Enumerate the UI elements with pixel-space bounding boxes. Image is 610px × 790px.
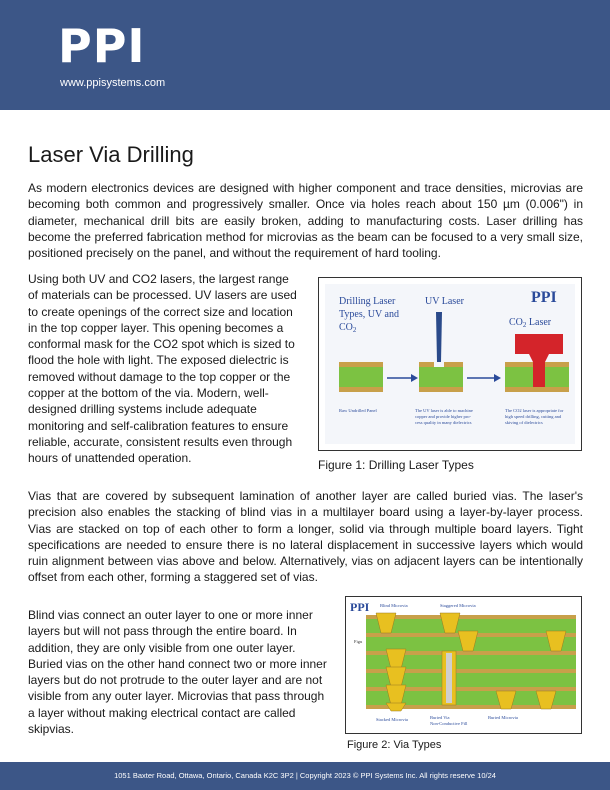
ppi-logo: PPI <box>58 19 146 73</box>
drilling-laser-diagram <box>319 278 581 450</box>
figure-drilling-laser-types <box>318 277 582 451</box>
uv-panel-bottom-copper <box>419 387 463 392</box>
fig1-ppi-logo: PPI <box>531 289 557 306</box>
page-title: Laser Via Drilling <box>28 142 194 167</box>
fig1-heading-line-2: Types, UV and <box>339 309 399 320</box>
panel-2-caption-1: The UV laser is able to machine <box>415 408 473 413</box>
co2-laser-suffix: Laser <box>526 317 552 328</box>
figure-2-caption: Figure 2: Via Types <box>347 739 442 751</box>
co2-panel-bottom-copper <box>505 387 569 392</box>
non-conductive-fill <box>446 653 452 703</box>
co2-beam-in-hole <box>533 362 545 387</box>
panel-3-caption-3: skiving of dielectrics <box>505 420 543 425</box>
panel-3-caption-1: The CO2 laser is appropriate for <box>505 408 564 413</box>
blind-microvia-label: Blind Microvia <box>380 603 408 608</box>
panel-1-caption: Raw Undrilled Panel <box>339 408 377 413</box>
raw-panel <box>339 362 383 392</box>
fig1-heading-line-1: Drilling Laser <box>339 296 396 307</box>
side-label: Figu <box>354 639 363 644</box>
uv-panel-top-copper-left <box>419 362 434 367</box>
panel-2-caption-2: copper and provide higher pro- <box>415 414 471 419</box>
blind-vias-paragraph: Blind vias connect an outer layer to one or more inner layers but will not pass through the entire board. In addition, they are only visible from one outer layer. Buried vias on the other hand connect two or more inner layers but do not protrude to the outer layer and are not visible from any outer layer. Microvias that pass through a layer without making electrical contact are called skipvias. <box>28 608 327 737</box>
raw-panel-dielectric <box>339 367 383 387</box>
laser-types-paragraph: Using both UV and CO2 lasers, the largest range of materials can be processed. UV lasers are used to create openings of the correct size and location in the top copper layer. This opening becomes a conformal mask for the CO2 spot which is sized to flood the hole with light. The exposed dielectric is removed without damage to the top copper or the copper at the bottom of the via. Modern, well-designed drilling systems include adequate monitoring and self-calibration features to ensure reliable, accurate, consistent results even through hours of unattended operation. <box>28 272 297 466</box>
fig1-heading-co: CO <box>339 322 353 333</box>
co2-panel-top-copper-right <box>545 362 569 367</box>
stacked-microvia-base <box>386 703 406 711</box>
staggered-microvia-label: Staggered Microvia <box>440 603 476 608</box>
buried-via-label: Buried Via <box>430 715 450 720</box>
co2-laser-label <box>509 317 552 329</box>
co2-panel-top-copper-left <box>505 362 533 367</box>
via-types-diagram <box>346 597 581 733</box>
panel-3-caption-2: high speed drilling, cutting and <box>505 414 562 419</box>
raw-panel-bottom-copper <box>339 387 383 392</box>
stacked-microvia-label: Stacked Microvia <box>376 717 408 722</box>
buried-microvia-label: Buried Microvia <box>488 715 518 720</box>
figure-1-caption: Figure 1: Drilling Laser Types <box>318 458 474 472</box>
website-url[interactable]: www.ppisystems.com <box>60 77 166 89</box>
buried-vias-paragraph: Vias that are covered by subsequent lamination of another layer are called buried vias. The laser's precision also enables the stacking of blind vias in a multilayer board using a layer-by-layer process. Vias are stacked on top of each other to form a longer, solid via through multiple board layers. Tight specifications are needed to ensure there is no lateral displacement in successive layers which would ruin alignment between vias above and below. Alternatively, vias on adjacent layers can be intentionally offset from each other, forming a staggered set of vias. <box>28 489 583 585</box>
fig2-ppi-logo: PPI <box>350 600 370 614</box>
fig1-heading-sub: 2 <box>352 326 357 334</box>
uv-laser-label: UV Laser <box>425 296 464 307</box>
raw-panel-top-copper <box>339 362 383 367</box>
page-footer: 1051 Baxter Road, Ottawa, Ontario, Canada K2C 3P2 | Copyright 2023 © PPI Systems Inc. All rights reserve 10/24 <box>0 762 610 790</box>
uv-beam <box>436 312 442 362</box>
page-header <box>0 0 610 110</box>
co2-laser-sub: 2 <box>522 321 527 329</box>
panel-2-caption-3: cess quality in many dielectrics <box>415 420 472 425</box>
intro-paragraph: As modern electronics devices are designed with higher component and trace densities, microvias are becoming both common and progressively smaller. Once via holes reach about 150 µm (0.006") in diameter, mechanical drill bits are easily broken, adding to manufacturing costs. Laser drilling has become the preferred fabrication method for microvias as the beam can be focused to a very small size, positioned precisely on the panel, and without the requirement of hard tooling. <box>28 181 583 261</box>
co2-laser-co: CO <box>509 317 523 328</box>
board-layer-copper-1 <box>366 615 576 619</box>
co2-laser-head <box>515 334 563 354</box>
figure-via-types <box>345 596 582 734</box>
uv-panel-dielectric <box>419 367 463 387</box>
uv-panel-top-copper-right <box>444 362 463 367</box>
non-conductive-fill-label: Non-Conductive Fill <box>430 721 468 726</box>
